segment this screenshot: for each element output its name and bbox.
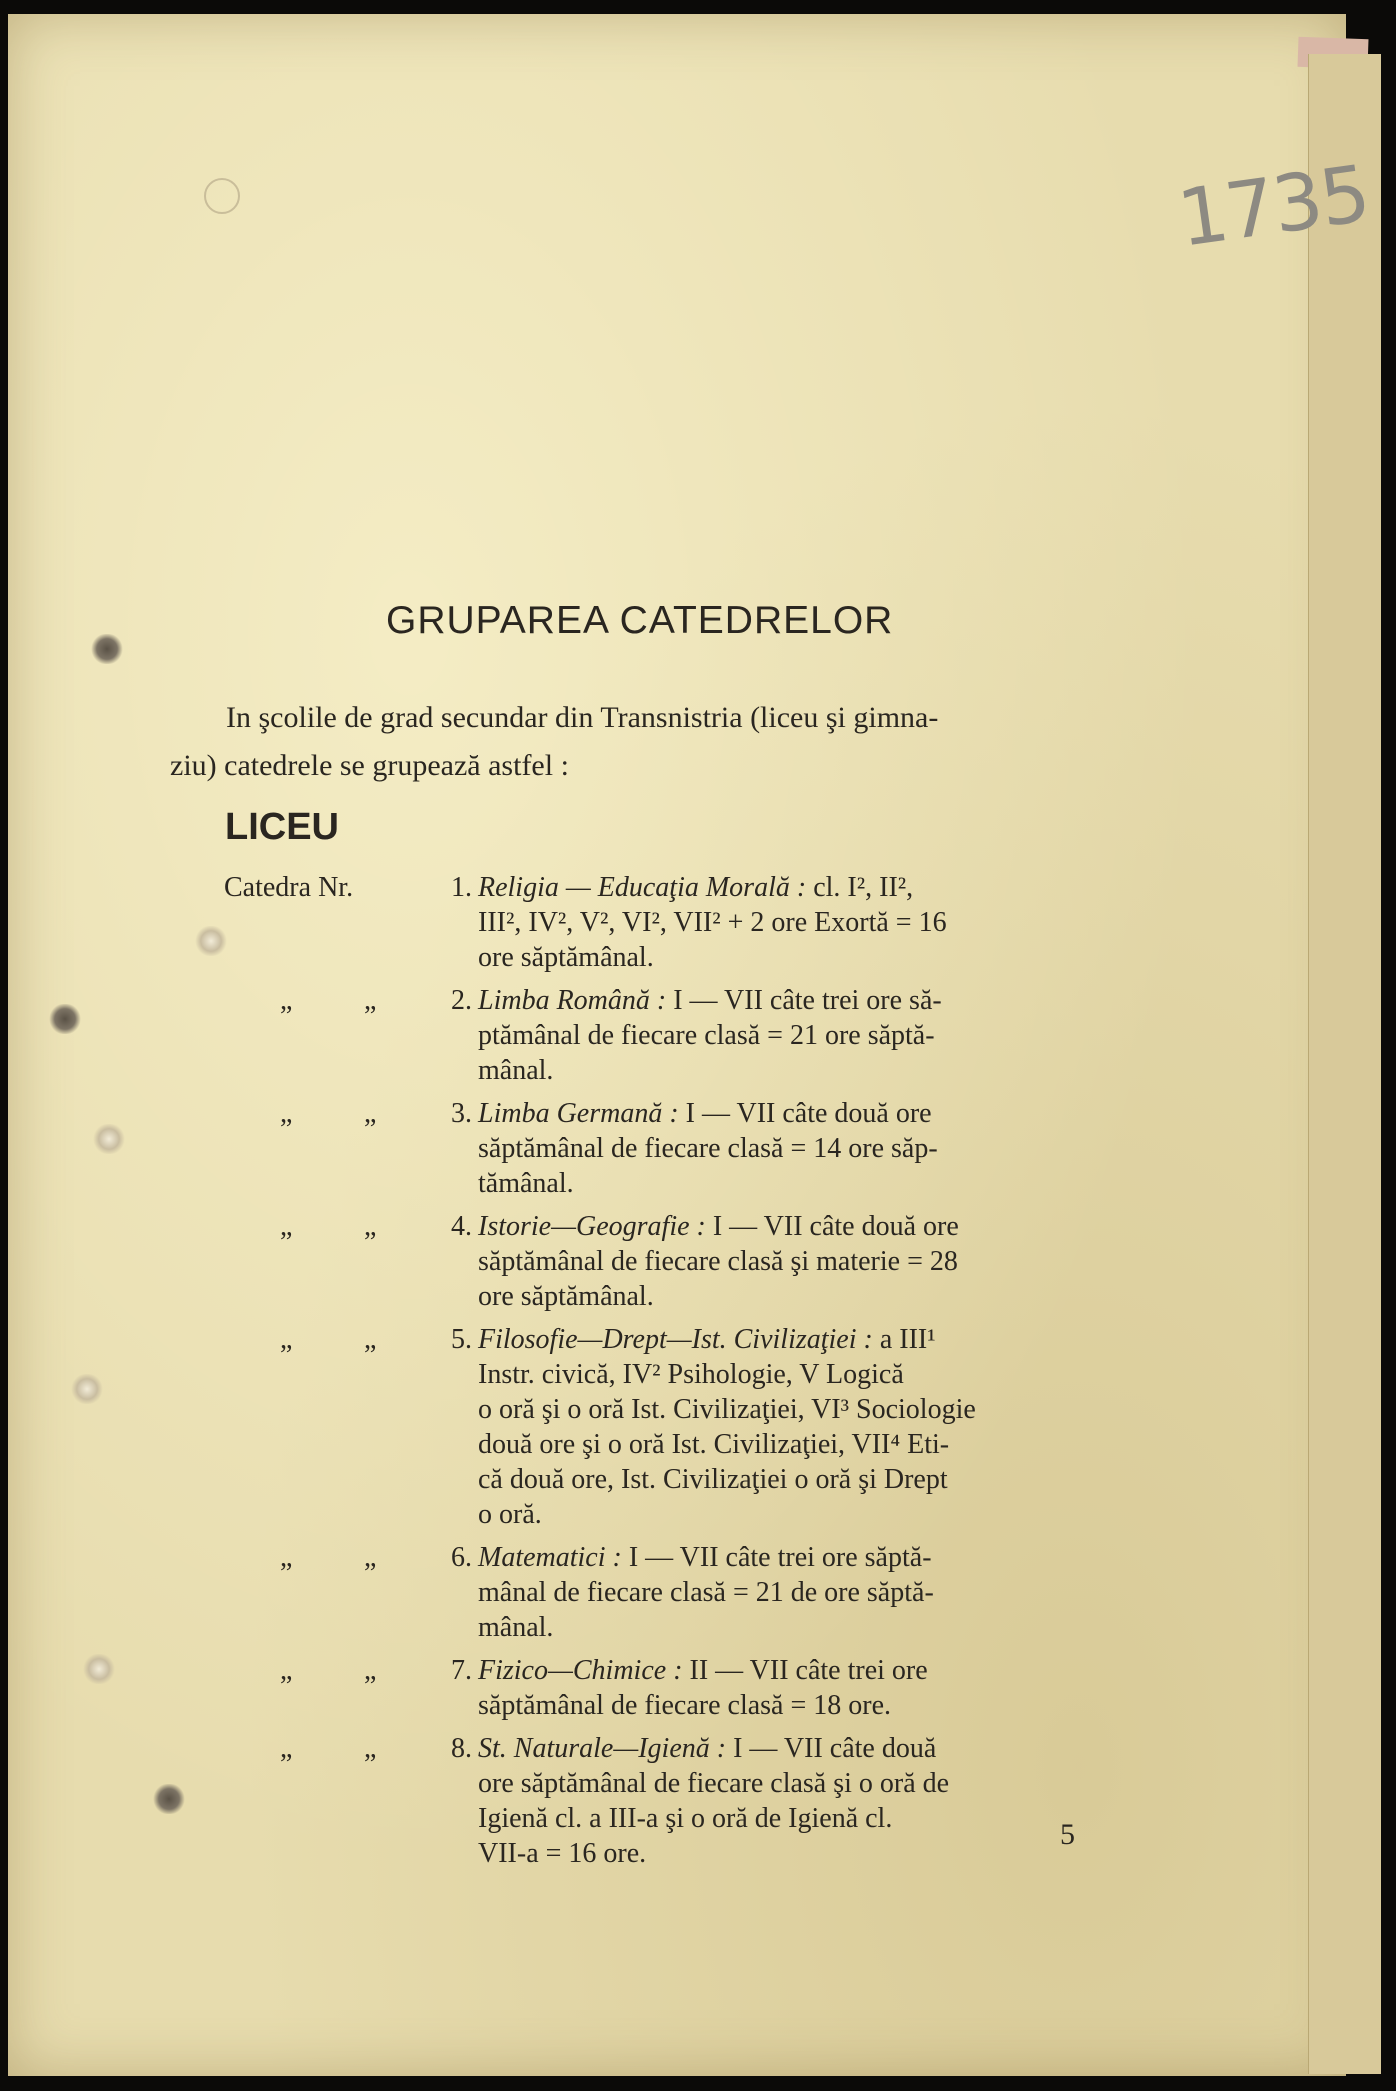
page-title: GRUPAREA CATEDRELOR	[386, 599, 894, 642]
intro-line: ziu) catedrele se grupează astfel :	[170, 749, 569, 782]
description-line: că două ore, Ist. Civilizaţiei o oră şi Drept	[478, 1464, 948, 1495]
catedra-description	[478, 870, 1118, 975]
description-line: o oră.	[478, 1499, 542, 1530]
catedra-entry	[8, 983, 1208, 1088]
catedra-entry	[8, 1322, 1208, 1532]
description-line: tămânal.	[478, 1168, 574, 1199]
description-line: Limba Română : I — VII câte trei ore să-	[478, 985, 942, 1016]
section-heading: LICEU	[225, 806, 339, 848]
description-line: mânal.	[478, 1055, 554, 1086]
description-line: VII-a = 16 ore.	[478, 1838, 647, 1869]
catedra-number: 8.	[451, 1733, 472, 1764]
catedra-description	[478, 1096, 1118, 1201]
description-line: săptămânal de fiecare clasă şi materie = 28	[478, 1246, 958, 1277]
catedra-number: 3.	[451, 1098, 472, 1129]
catedra-number: 2.	[451, 985, 472, 1016]
catedra-number: 6.	[451, 1542, 472, 1573]
faint-stamp-mark	[204, 178, 240, 214]
ditto-mark: „	[280, 1211, 293, 1242]
catedra-description	[478, 1540, 1118, 1645]
description-line: Filosofie—Drept—Ist. Civilizaţiei : a III¹	[478, 1324, 936, 1355]
catedra-description	[478, 1322, 1118, 1532]
catedra-entry	[8, 870, 1208, 975]
ditto-mark: „	[280, 1655, 293, 1686]
intro-paragraph	[170, 694, 1130, 790]
catedra-description	[478, 1731, 1118, 1871]
description-line: III², IV², V², VI², VII² + 2 ore Exortă = 16	[478, 907, 947, 938]
description-line: ore săptămânal.	[478, 942, 654, 973]
catedra-description	[478, 1209, 1118, 1314]
ditto-mark: „	[280, 1733, 293, 1764]
description-line: ptămânal de fiecare clasă = 21 ore săptă-	[478, 1020, 935, 1051]
catedra-number: 1.	[451, 872, 472, 903]
catedra-number: 4.	[451, 1211, 472, 1242]
ditto-mark: „	[280, 1542, 293, 1573]
ditto-mark: „	[280, 985, 293, 1016]
description-line: Instr. civică, IV² Psihologie, V Logică	[478, 1359, 904, 1390]
ditto-mark: „	[280, 1098, 293, 1129]
handwritten-annotation: 1735	[1172, 149, 1374, 265]
description-line: Fizico—Chimice : II — VII câte trei ore	[478, 1655, 928, 1686]
description-line: ore săptămânal de fiecare clasă şi o oră de	[478, 1768, 950, 1799]
description-line: mânal.	[478, 1612, 554, 1643]
catedre-list	[8, 870, 1208, 1871]
catedra-entry	[8, 1731, 1208, 1871]
catedra-number: 5.	[451, 1324, 472, 1355]
description-line: Istorie—Geografie : I — VII câte două ore	[478, 1211, 959, 1242]
catedra-description	[478, 1653, 1118, 1723]
description-line: o oră şi o oră Ist. Civilizaţiei, VI³ Sociologie	[478, 1394, 976, 1425]
description-line: St. Naturale—Igienă : I — VII câte două	[478, 1733, 937, 1764]
ditto-mark: „	[364, 1211, 377, 1242]
description-line: Religia — Educaţia Morală : cl. I², II²,	[478, 872, 914, 903]
description-line: Matematici : I — VII câte trei ore săptă-	[478, 1542, 932, 1573]
description-line: două ore şi o oră Ist. Civilizaţiei, VII⁴ Eti-	[478, 1429, 950, 1460]
underlying-page-edge	[1308, 54, 1381, 2074]
catedra-label: Catedra Nr.	[224, 872, 354, 903]
document-page	[8, 14, 1374, 2076]
ditto-mark: „	[364, 1098, 377, 1129]
description-line: săptămânal de fiecare clasă = 18 ore.	[478, 1690, 892, 1721]
catedra-entry	[8, 1096, 1208, 1201]
ditto-mark: „	[364, 985, 377, 1016]
ditto-mark: „	[280, 1324, 293, 1355]
description-line: Limba Germană : I — VII câte două ore	[478, 1098, 932, 1129]
ditto-mark: „	[364, 1733, 377, 1764]
catedra-description	[478, 983, 1118, 1088]
description-line: Igienă cl. a III-a şi o oră de Igienă cl.	[478, 1803, 893, 1834]
ditto-mark: „	[364, 1542, 377, 1573]
punch-hole	[90, 634, 124, 664]
page-number: 5	[1060, 1818, 1075, 1851]
description-line: săptămânal de fiecare clasă = 14 ore săp-	[478, 1133, 938, 1164]
catedra-number: 7.	[451, 1655, 472, 1686]
ditto-mark: „	[364, 1324, 377, 1355]
description-line: mânal de fiecare clasă = 21 de ore săptă-	[478, 1577, 934, 1608]
ditto-mark: „	[364, 1655, 377, 1686]
catedra-entry	[8, 1540, 1208, 1645]
intro-line: In şcolile de grad secundar din Transnistria (liceu şi gimna-	[226, 701, 939, 734]
catedra-entry	[8, 1209, 1208, 1314]
catedra-entry	[8, 1653, 1208, 1723]
description-line: ore săptămânal.	[478, 1281, 654, 1312]
